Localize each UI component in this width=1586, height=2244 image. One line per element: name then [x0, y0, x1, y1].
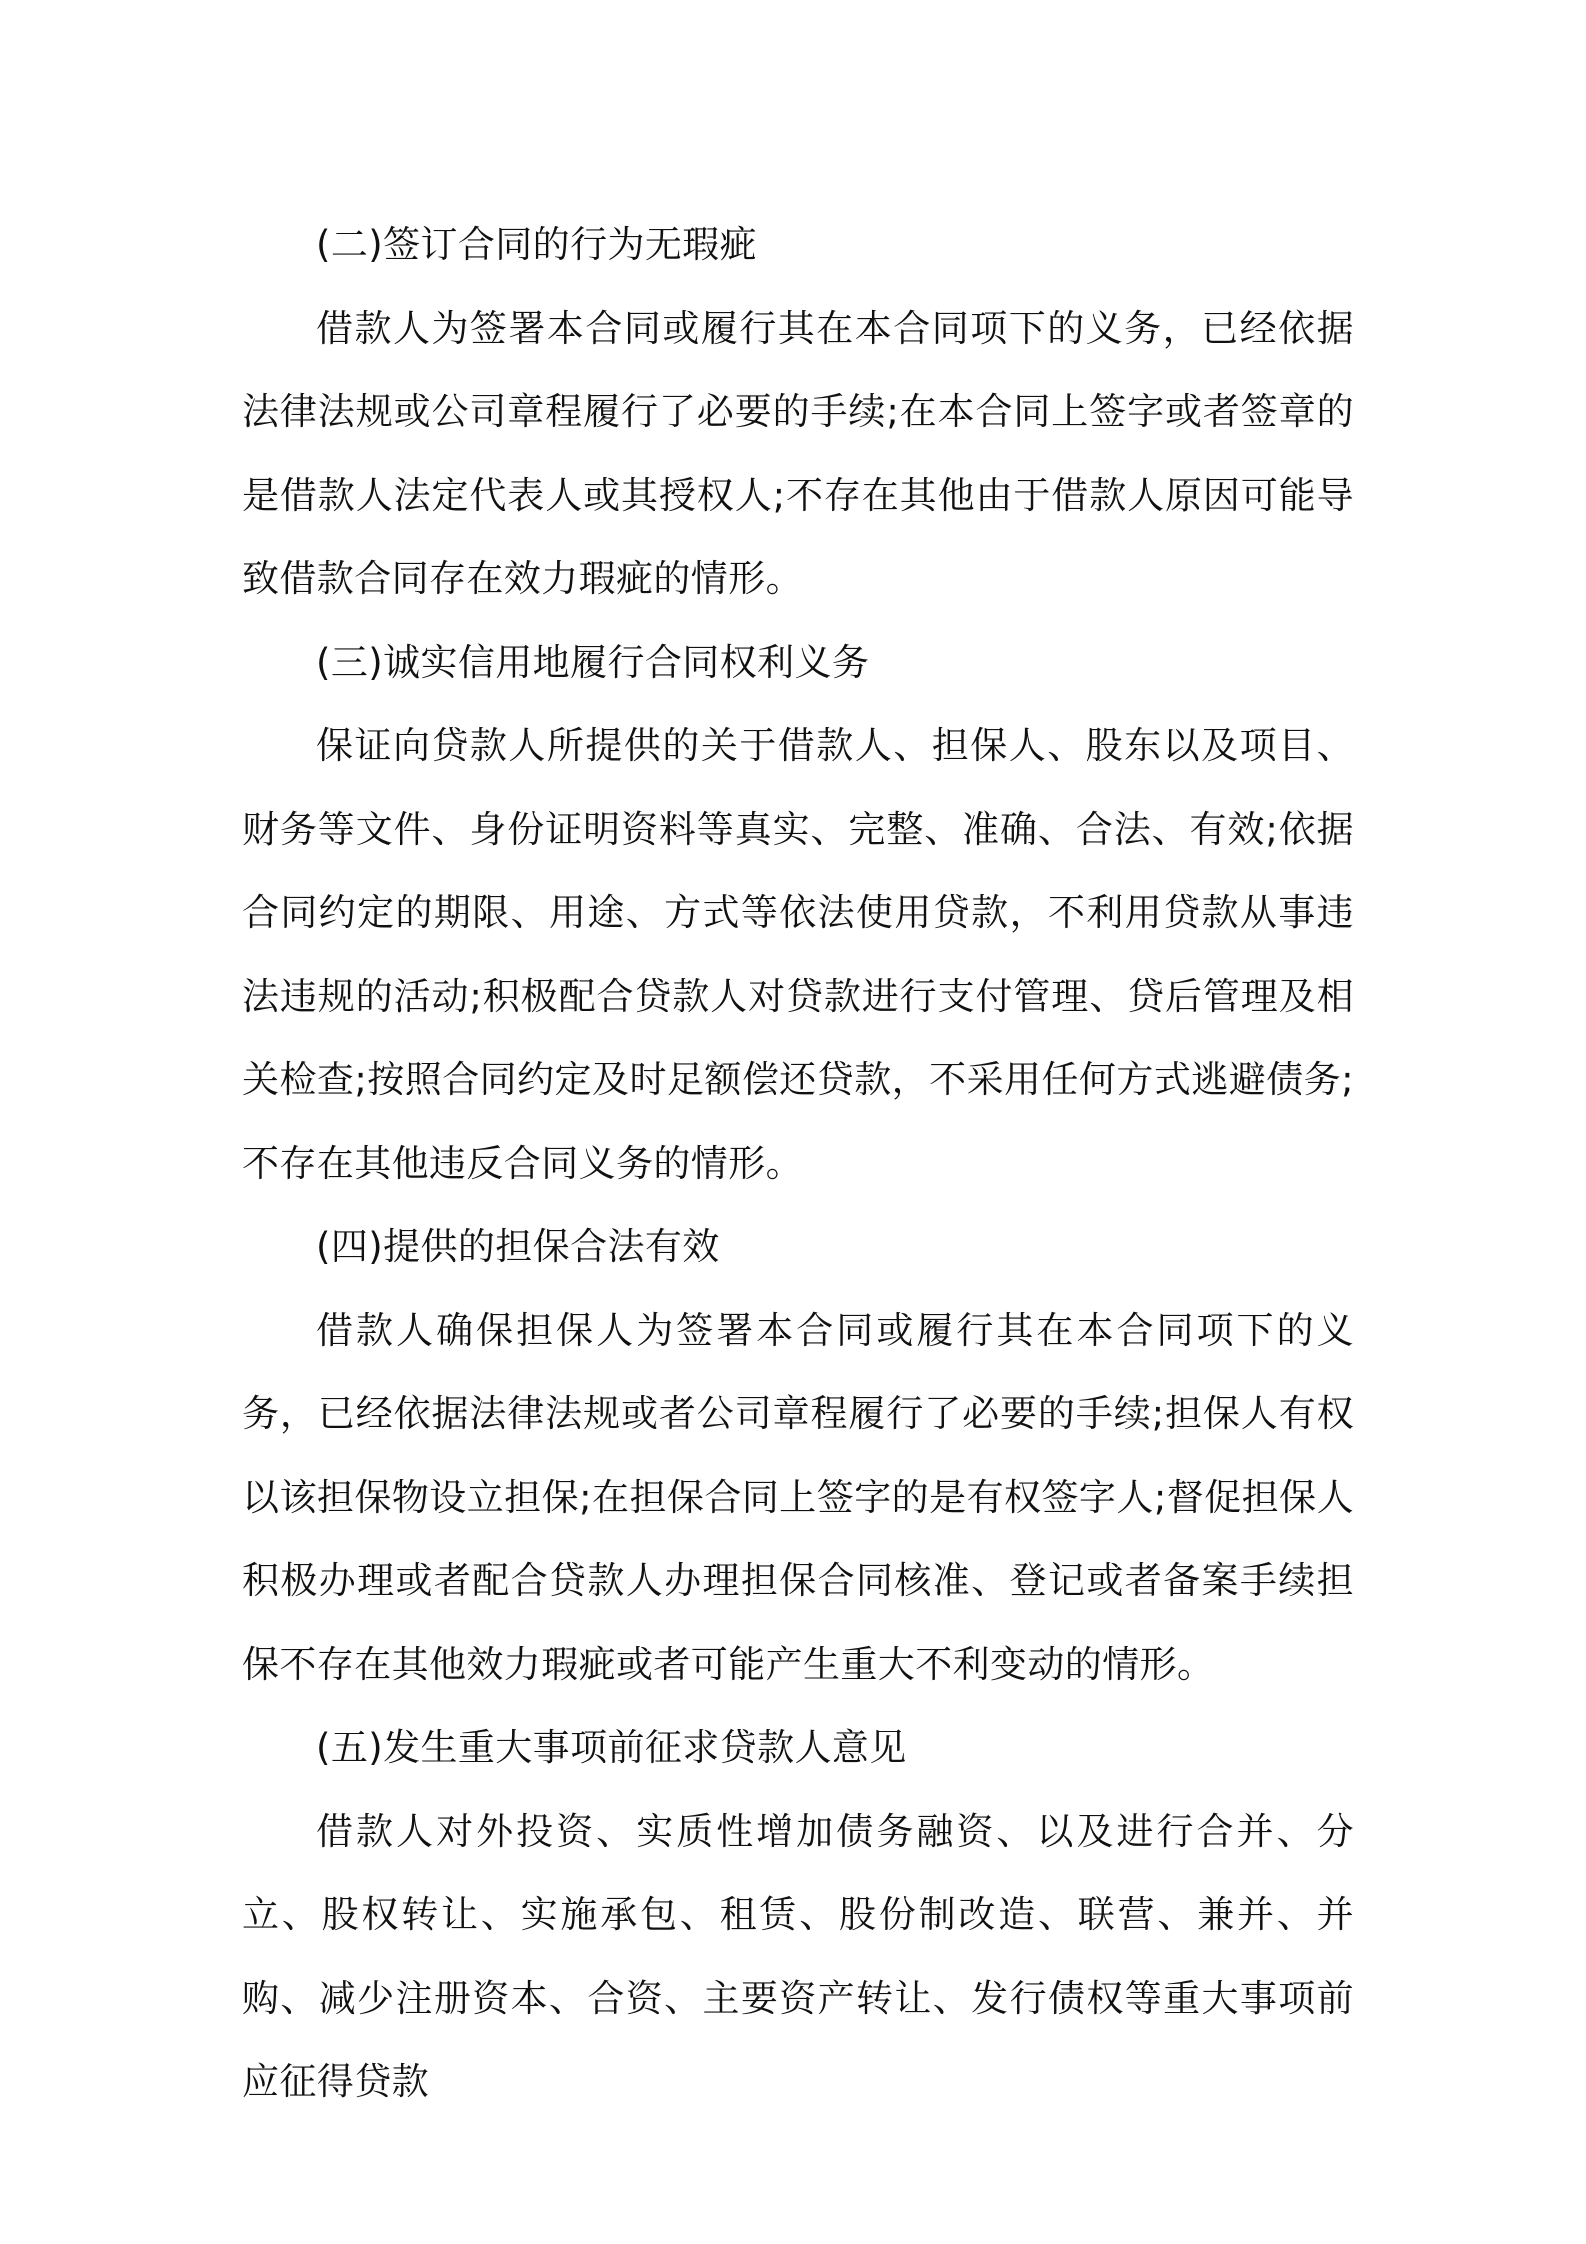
section-body-2: 借款人为签署本合同或履行其在本合同项下的义务，已经依据法律法规或公司章程履行了必要的手续;在本合同上签字或者签章的是借款人法定代表人或其授权人;不存在其他由于借款人原因可能导致借款合同存在效力瑕疵的情形。 — [242, 306, 1354, 600]
section-body-4: 借款人确保担保人为签署本合同或履行其在本合同项下的义务，已经依据法律法规或者公司章程履行了必要的手续;担保人有权以该担保物设立担保;在担保合同上签字的是有权签字人;督促担保人积极办理或者配合贷款人办理担保合同核准、登记或者备案手续担保不存在其他效力瑕疵或者可能产生重大不利变动的情形。 — [242, 1308, 1354, 1686]
section-body-5: 借款人对外投资、实质性增加债务融资、以及进行合并、分立、股权转让、实施承包、租赁、股份制改造、联营、兼并、并购、减少注册资本、合资、主要资产转让、发行债权等重大事项前应征得贷款 — [242, 1809, 1354, 2103]
section-body-3: 保证向贷款人所提供的关于借款人、担保人、股东以及项目、财务等文件、身份证明资料等真实、完整、准确、合法、有效;依据合同约定的期限、用途、方式等依法使用贷款，不利用贷款从事违法违规的活动;积极配合贷款人对贷款进行支付管理、贷后管理及相关检查;按照合同约定及时足额偿还贷款，不采用任何方式逃避债务;不存在其他违反合同义务的情形。 — [242, 724, 1354, 1185]
section-heading-5: (五)发生重大事项前征求贷款人意见 — [316, 1726, 907, 1769]
section-heading-4: (四)提供的担保合法有效 — [316, 1225, 720, 1268]
section-heading-3: (三)诚实信用地履行合同权利义务 — [316, 640, 870, 684]
document-content — [242, 203, 1354, 2124]
section-heading-2: (二)签订合同的行为无瑕疵 — [316, 223, 758, 266]
